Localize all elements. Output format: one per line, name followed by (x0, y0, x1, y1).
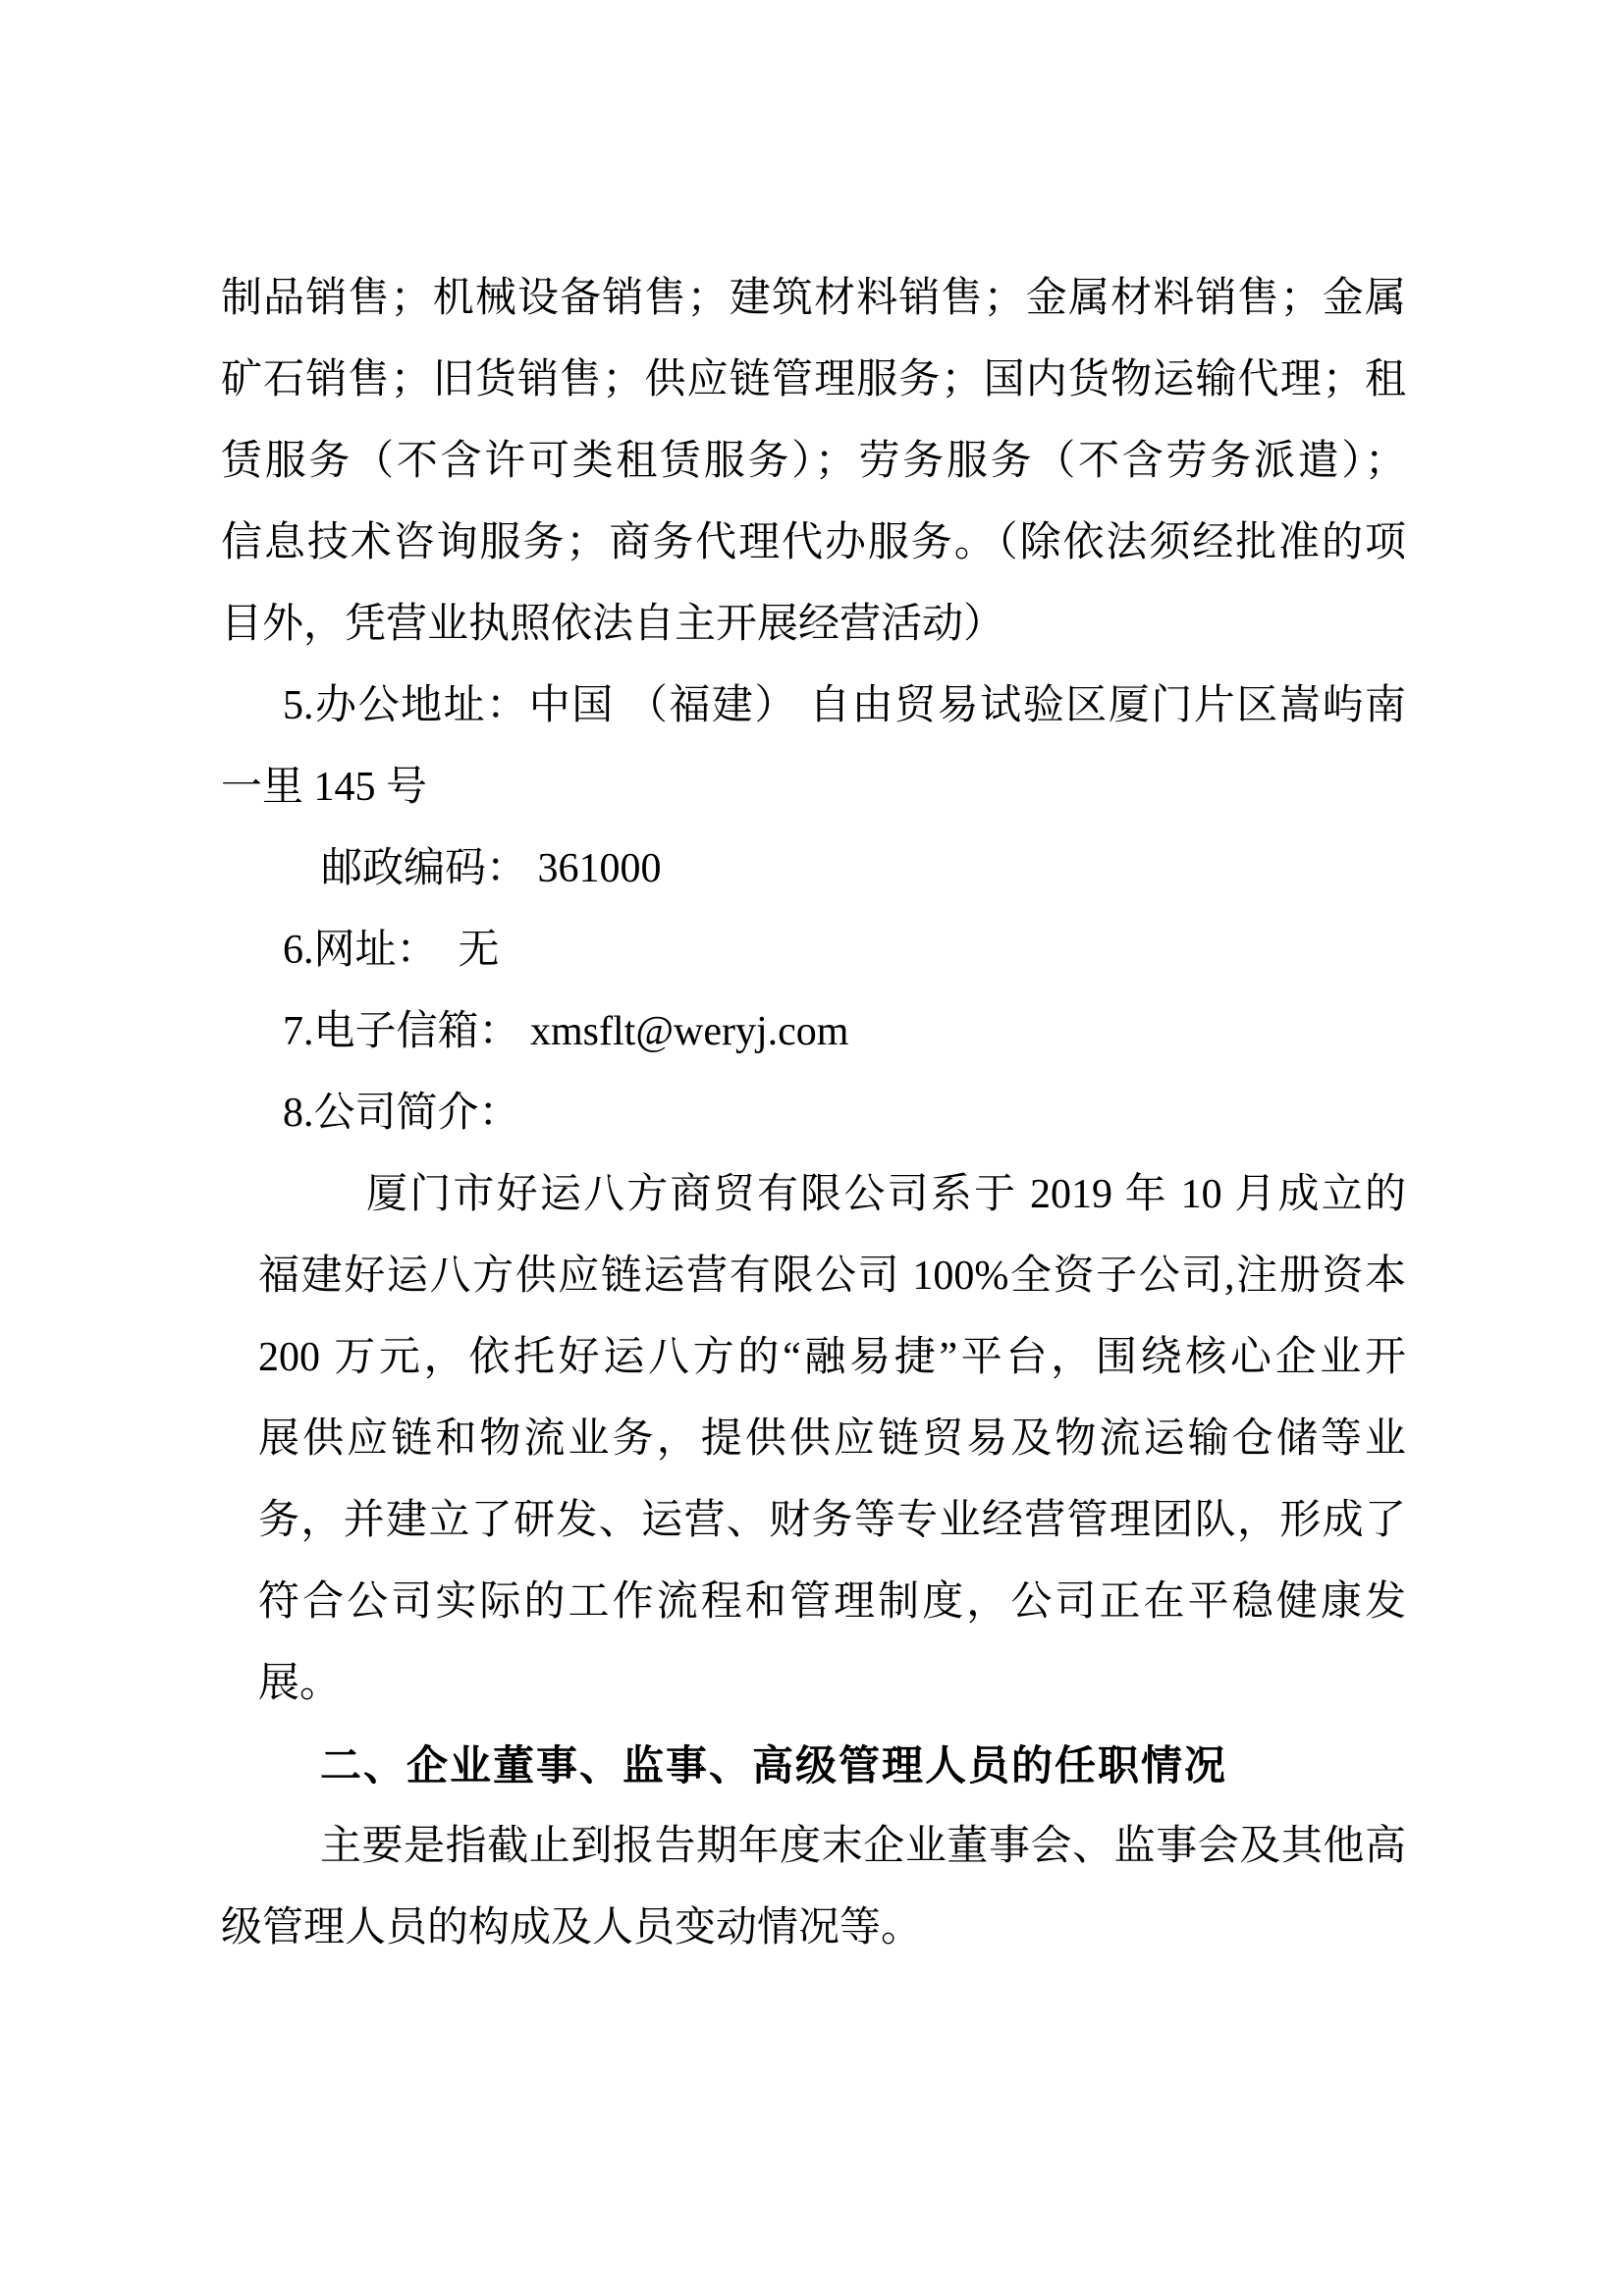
text-line: 5.办公地址：中国 （福建） 自由贸易试验区厦门片区嵩屿南 (283, 683, 1406, 728)
text-line: 级管理人员的构成及人员变动情况等。 (221, 1905, 923, 1950)
text-line: 7.电子信箱： xmsflt@weryj.com (283, 1009, 849, 1054)
text-line: 200 万元，依托好运八方的“融易捷”平台，围绕核心企业开 (258, 1335, 1406, 1380)
document-body (221, 258, 1406, 1969)
text-line: 务，并建立了研发、运营、财务等专业经营管理团队，形成了 (258, 1498, 1406, 1543)
text-line: 8.公司简介： (283, 1091, 520, 1136)
text-line: 赁服务（不含许可类租赁服务）；劳务服务（不含劳务派遣）； (221, 439, 1406, 484)
text-line: 6.网址： 无 (283, 928, 500, 973)
text-line: 邮政编码： 361000 (321, 846, 662, 891)
text-line: 展。 (258, 1661, 342, 1706)
text-line: 符合公司实际的工作流程和管理制度，公司正在平稳健康发 (258, 1579, 1406, 1625)
text-line: 展供应链和物流业务，提供供应链贸易及物流运输仓储等业 (258, 1416, 1406, 1462)
section-heading: 二、企业董事、监事、高级管理人员的任职情况 (320, 1742, 1228, 1789)
text-line: 目外，凭营业执照依法自主开展经营活动） (221, 602, 1005, 647)
text-line: 信息技术咨询服务；商务代理代办服务。（除依法须经批准的项 (221, 520, 1406, 565)
text-line: 制品销售；机械设备销售；建筑材料销售；金属材料销售；金属 (221, 276, 1406, 321)
text-line: 厦门市好运八方商贸有限公司系于 2019 年 10 月成立的 (366, 1172, 1406, 1217)
text-line: 矿石销售；旧货销售；供应链管理服务；国内货物运输代理；租 (221, 357, 1406, 402)
text-line: 主要是指截止到报告期年度末企业董事会、监事会及其他高 (320, 1824, 1406, 1869)
text-line: 一里 145 号 (221, 765, 428, 810)
text-line: 福建好运八方供应链运营有限公司 100%全资子公司,注册资本 (258, 1254, 1406, 1299)
